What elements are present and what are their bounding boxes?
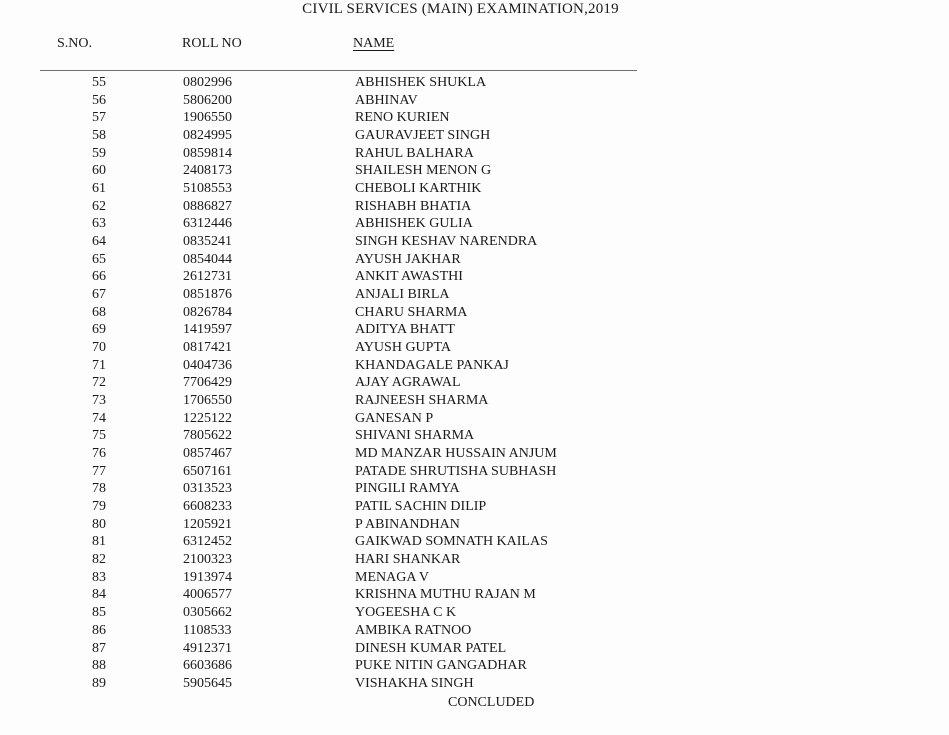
- cell-roll: 0851876: [183, 287, 232, 303]
- cell-name: MD MANZAR HUSSAIN ANJUM: [355, 446, 557, 462]
- cell-sno: 76: [92, 446, 106, 462]
- cell-name: GANESAN P: [355, 410, 434, 426]
- cell-roll: 0802996: [183, 75, 232, 90]
- cell-roll: 0857467: [183, 446, 232, 462]
- column-header-roll: ROLL NO: [182, 36, 242, 51]
- cell-name: P ABINANDHAN: [355, 516, 460, 532]
- table-row: [0, 233, 949, 251]
- cell-name: GAIKWAD SOMNATH KAILAS: [355, 534, 548, 550]
- cell-sno: 66: [92, 269, 106, 285]
- cell-roll: 6603686: [183, 658, 232, 674]
- cell-sno: 77: [92, 463, 106, 479]
- table-row: [0, 304, 949, 322]
- table-row: [0, 180, 949, 198]
- cell-sno: 55: [92, 75, 106, 90]
- table-row: [0, 675, 949, 693]
- cell-sno: 87: [92, 640, 106, 656]
- table-row: [0, 74, 949, 92]
- cell-name: VISHAKHA SINGH: [355, 675, 474, 691]
- cell-name: ANJALI BIRLA: [355, 287, 450, 303]
- cell-name: AMBIKA RATNOO: [355, 622, 472, 638]
- table-row: [0, 162, 949, 180]
- table-row: [0, 622, 949, 640]
- cell-name: RENO KURIEN: [355, 110, 450, 126]
- footer-concluded: CONCLUDED: [448, 695, 535, 710]
- cell-name: AYUSH GUPTA: [355, 340, 451, 356]
- table-row: [0, 109, 949, 127]
- cell-roll: 5905645: [183, 675, 232, 691]
- table-row: [0, 604, 949, 622]
- cell-roll: 0886827: [183, 198, 232, 214]
- cell-roll: 0859814: [183, 145, 232, 161]
- table-row: [0, 569, 949, 587]
- table-body: [0, 74, 949, 693]
- cell-name: SHAILESH MENON G: [355, 163, 492, 179]
- table-row: [0, 533, 949, 551]
- cell-name: ABHISHEK SHUKLA: [355, 75, 487, 90]
- cell-name: KRISHNA MUTHU RAJAN M: [355, 587, 536, 603]
- cell-roll: 1906550: [183, 110, 232, 126]
- cell-name: PUKE NITIN GANGADHAR: [355, 658, 527, 674]
- table-row: [0, 357, 949, 375]
- cell-sno: 71: [92, 357, 106, 373]
- cell-name: AYUSH JAKHAR: [355, 251, 461, 267]
- cell-roll: 0826784: [183, 304, 232, 320]
- cell-name: AJAY AGRAWAL: [355, 375, 461, 391]
- table-row: [0, 410, 949, 428]
- cell-roll: 7805622: [183, 428, 232, 444]
- cell-roll: 0313523: [183, 481, 232, 497]
- table-row: [0, 321, 949, 339]
- cell-roll: 5108553: [183, 181, 232, 197]
- page-title: CIVIL SERVICES (MAIN) EXAMINATION,2019: [302, 1, 619, 17]
- cell-sno: 81: [92, 534, 106, 550]
- cell-roll: 0854044: [183, 251, 232, 267]
- cell-name: PINGILI RAMYA: [355, 481, 460, 497]
- cell-sno: 56: [92, 92, 106, 108]
- cell-name: PATADE SHRUTISHA SUBHASH: [355, 463, 557, 479]
- cell-sno: 83: [92, 569, 106, 585]
- table-row: [0, 339, 949, 357]
- table-row: [0, 127, 949, 145]
- cell-roll: 0305662: [183, 605, 232, 621]
- cell-name: YOGEESHA C K: [355, 605, 457, 621]
- cell-sno: 86: [92, 622, 106, 638]
- cell-name: RAJNEESH SHARMA: [355, 393, 489, 409]
- cell-roll: 1419597: [183, 322, 232, 338]
- cell-sno: 65: [92, 251, 106, 267]
- cell-sno: 68: [92, 304, 106, 320]
- cell-sno: 70: [92, 340, 106, 356]
- cell-name: GAURAVJEET SINGH: [355, 128, 491, 144]
- cell-name: CHEBOLI KARTHIK: [355, 181, 482, 197]
- table-row: [0, 480, 949, 498]
- cell-sno: 88: [92, 658, 106, 674]
- table-row: [0, 92, 949, 110]
- table-row: [0, 145, 949, 163]
- table-row: [0, 657, 949, 675]
- cell-sno: 89: [92, 675, 106, 691]
- cell-name: SHIVANI SHARMA: [355, 428, 475, 444]
- cell-name: ADITYA BHATT: [355, 322, 455, 338]
- table-row: [0, 198, 949, 216]
- cell-sno: 59: [92, 145, 106, 161]
- cell-sno: 82: [92, 552, 106, 568]
- cell-roll: 7706429: [183, 375, 232, 391]
- cell-name: SINGH KESHAV NARENDRA: [355, 234, 538, 250]
- cell-sno: 85: [92, 605, 106, 621]
- cell-sno: 62: [92, 198, 106, 214]
- cell-roll: 1913974: [183, 569, 232, 585]
- header-divider: [40, 70, 637, 71]
- table-row: [0, 251, 949, 269]
- cell-roll: 1205921: [183, 516, 232, 532]
- cell-sno: 78: [92, 481, 106, 497]
- cell-name: RAHUL BALHARA: [355, 145, 474, 161]
- table-row: [0, 498, 949, 516]
- cell-roll: 6608233: [183, 499, 232, 515]
- cell-roll: 0404736: [183, 357, 232, 373]
- cell-roll: 0835241: [183, 234, 232, 250]
- cell-name: MENAGA V: [355, 569, 430, 585]
- cell-sno: 72: [92, 375, 106, 391]
- cell-roll: 0824995: [183, 128, 232, 144]
- column-header-sno: S.NO.: [57, 36, 93, 51]
- cell-sno: 60: [92, 163, 106, 179]
- cell-sno: 64: [92, 234, 106, 250]
- cell-roll: 5806200: [183, 92, 232, 108]
- cell-name: RISHABH BHATIA: [355, 198, 472, 214]
- cell-sno: 57: [92, 110, 106, 126]
- cell-roll: 1225122: [183, 410, 232, 426]
- cell-sno: 63: [92, 216, 106, 232]
- cell-sno: 75: [92, 428, 106, 444]
- cell-sno: 74: [92, 410, 106, 426]
- cell-roll: 2100323: [183, 552, 232, 568]
- cell-roll: 2408173: [183, 163, 232, 179]
- cell-sno: 61: [92, 181, 106, 197]
- cell-name: ABHISHEK GULIA: [355, 216, 473, 232]
- table-row: [0, 374, 949, 392]
- table-row: [0, 516, 949, 534]
- cell-roll: 4006577: [183, 587, 232, 603]
- cell-sno: 67: [92, 287, 106, 303]
- table-row: [0, 445, 949, 463]
- table-row: [0, 551, 949, 569]
- cell-roll: 1706550: [183, 393, 232, 409]
- cell-sno: 73: [92, 393, 106, 409]
- cell-roll: 6507161: [183, 463, 232, 479]
- cell-name: HARI SHANKAR: [355, 552, 461, 568]
- cell-roll: 6312446: [183, 216, 232, 232]
- cell-roll: 0817421: [183, 340, 232, 356]
- cell-sno: 69: [92, 322, 106, 338]
- cell-roll: 1108533: [183, 622, 232, 638]
- cell-sno: 80: [92, 516, 106, 532]
- cell-name: DINESH KUMAR PATEL: [355, 640, 507, 656]
- cell-name: PATIL SACHIN DILIP: [355, 499, 487, 515]
- column-header-name: NAME: [353, 36, 395, 51]
- table-row: [0, 286, 949, 304]
- cell-sno: 84: [92, 587, 106, 603]
- cell-name: ABHINAV: [355, 92, 418, 108]
- cell-name: CHARU SHARMA: [355, 304, 468, 320]
- table-row: [0, 427, 949, 445]
- cell-sno: 58: [92, 128, 106, 144]
- cell-roll: 6312452: [183, 534, 232, 550]
- cell-roll: 4912371: [183, 640, 232, 656]
- cell-roll: 2612731: [183, 269, 232, 285]
- table-row: [0, 586, 949, 604]
- table-row: [0, 268, 949, 286]
- cell-sno: 79: [92, 499, 106, 515]
- cell-name: ANKIT AWASTHI: [355, 269, 463, 285]
- cell-name: KHANDAGALE PANKAJ: [355, 357, 509, 373]
- table-row: [0, 463, 949, 481]
- table-row: [0, 640, 949, 658]
- table-row: [0, 215, 949, 233]
- table-row: [0, 392, 949, 410]
